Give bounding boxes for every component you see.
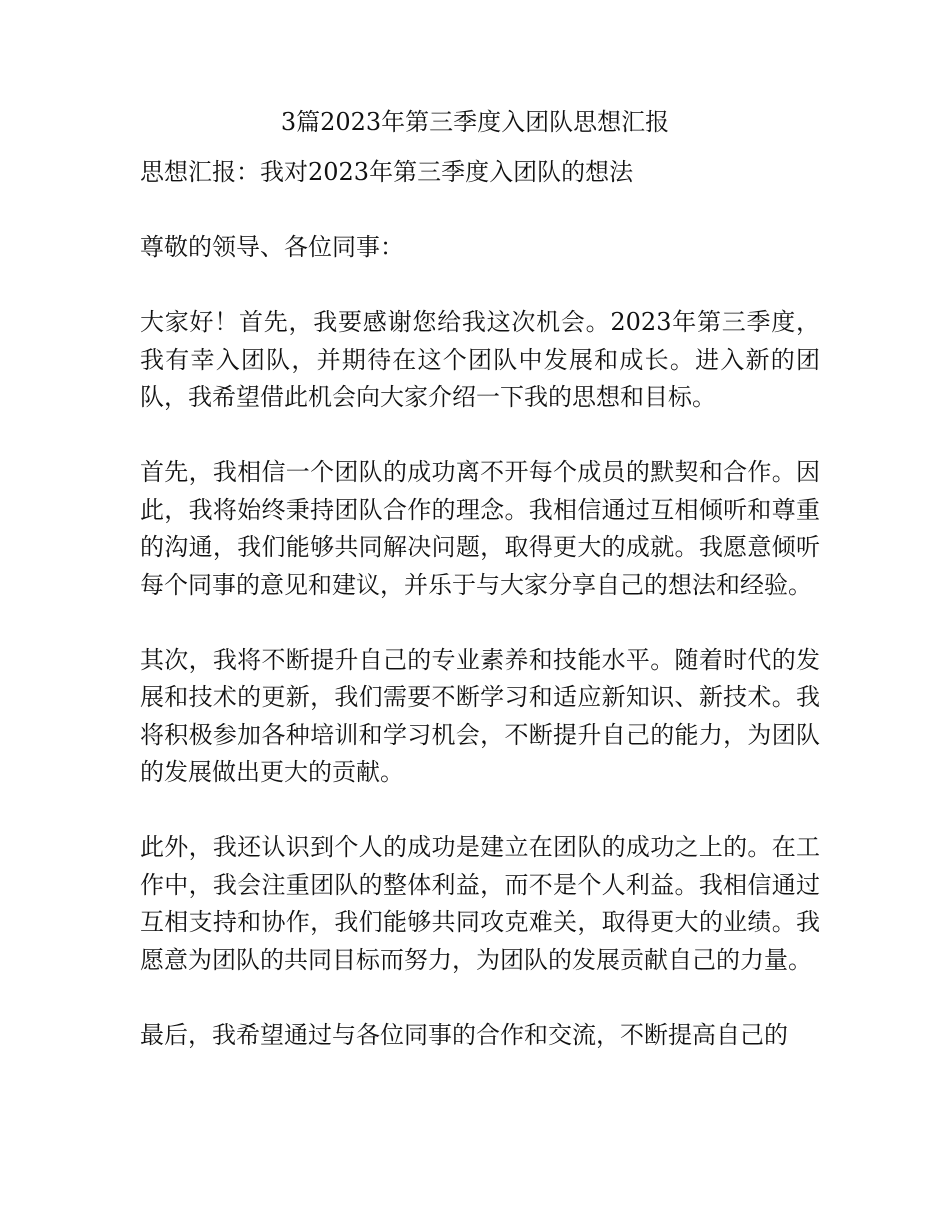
salutation: 尊敬的领导、各位同事： <box>140 233 404 261</box>
document-subtitle: 思想汇报：我对2023年第三季度入团队的想法 <box>140 158 634 186</box>
paragraph-4: 此外，我还认识到个人的成功是建立在团队的成功之上的。在工作中，我会注重团队的整体利益，而不是个人利益。我相信通过互相支持和协作，我们能够共同攻克难关，取得更大的业绩。我愿意为团队的共同目标而努力，为团队的发展贡献自己的力量。 <box>140 833 820 974</box>
paragraph-3: 其次，我将不断提升自己的专业素养和技能水平。随着时代的发展和技术的更新，我们需要不断学习和适应新知识、新技术。我将积极参加各种培训和学习机会，不断提升自己的能力，为团队的发展做出更大的贡献。 <box>140 645 820 786</box>
document-title: 3篇2023年第三季度入团队思想汇报 <box>280 108 670 136</box>
paragraph-2: 首先，我相信一个团队的成功离不开每个成员的默契和合作。因此，我将始终秉持团队合作的理念。我相信通过互相倾听和尊重的沟通，我们能够共同解决问题，取得更大的成就。我愿意倾听每个同事的意见和建议，并乐于与大家分享自己的想法和经验。 <box>140 458 820 599</box>
paragraph-5: 最后，我希望通过与各位同事的合作和交流，不断提高自己的 <box>140 1020 788 1049</box>
paragraph-1: 大家好！首先，我要感谢您给我这次机会。2023年第三季度，我有幸入团队，并期待在这个团队中发展和成长。进入新的团队，我希望借此机会向大家介绍一下我的思想和目标。 <box>140 308 820 411</box>
document-body <box>140 154 820 1092</box>
